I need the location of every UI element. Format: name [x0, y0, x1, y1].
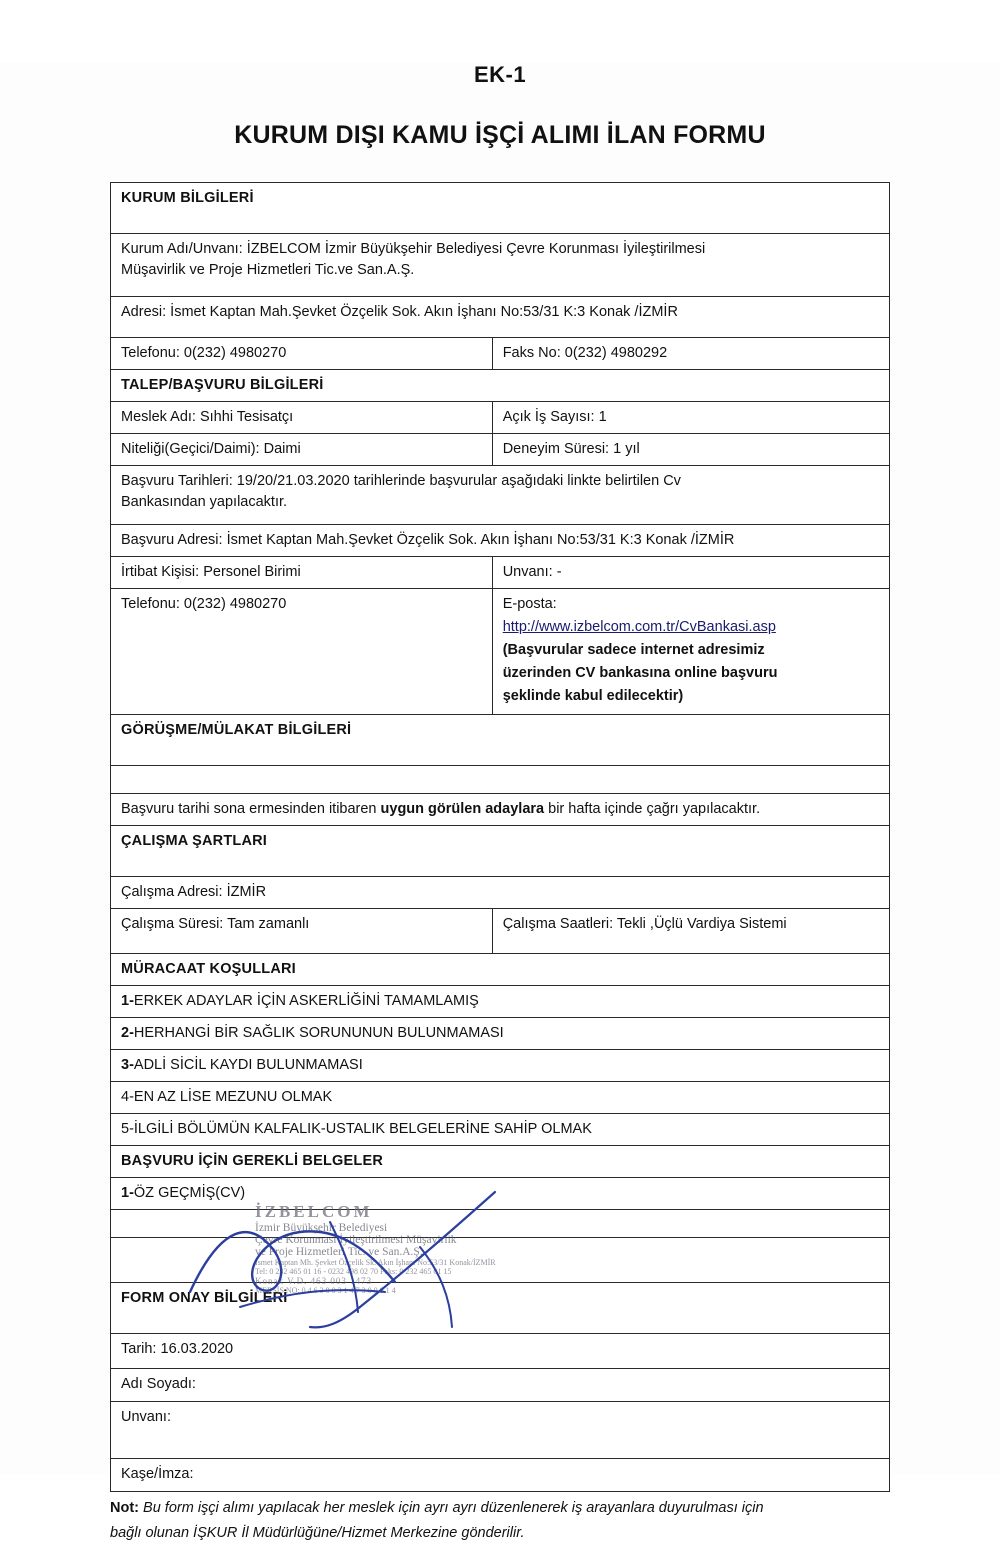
- work-address-value: İZMİR: [226, 884, 267, 901]
- institution-name-value-line2: Müşavirlik ve Proje Hizmetleri Tic.ve San.A.Ş.: [121, 262, 415, 279]
- institution-fax-value: 0(232) 4980292: [564, 345, 668, 361]
- table-row: [111, 402, 890, 434]
- application-address-label: Başvuru Adresi:: [121, 532, 223, 549]
- section-header-institution: KURUM BİLGİLERİ: [111, 183, 890, 234]
- table-row: [111, 297, 890, 338]
- condition-item: [111, 1082, 890, 1114]
- table-row: [111, 525, 890, 557]
- section-header-approval: FORM ONAY BİLGİLERİ: [111, 1283, 890, 1334]
- open-positions-cell: [492, 402, 889, 434]
- condition-text: HERHANGİ BİR SAĞLIK SORUNUNUN BULUNMAMASI: [133, 1025, 504, 1042]
- cv-bank-link[interactable]: http://www.izbelcom.com.tr/CvBankasi.asp: [502, 619, 776, 636]
- condition-text: EN AZ LİSE MEZUNU OLMAK: [133, 1089, 333, 1106]
- institution-address-cell: [111, 297, 890, 338]
- application-dates-value-line1: 19/20/21.03.2020 tarihlerinde başvurular aşağıdaki linkte belirtilen Cv: [236, 473, 681, 490]
- table-row: [111, 986, 890, 1018]
- section-row-approval: [111, 1283, 890, 1334]
- institution-name-cell: [111, 234, 890, 297]
- contact-phone-label: Telefonu:: [121, 596, 180, 613]
- approval-date-cell: [111, 1334, 890, 1369]
- experience-cell: [492, 434, 889, 466]
- section-header-documents: BAŞVURU İÇİN GEREKLİ BELGELER: [111, 1146, 890, 1178]
- stamp-company-name: İZBELCOM: [255, 1202, 373, 1221]
- email-cell: [492, 589, 889, 715]
- open-positions-label: Açık İş Sayısı:: [502, 409, 595, 426]
- institution-phone-cell: [111, 338, 493, 370]
- table-row: [111, 1082, 890, 1114]
- table-row: [111, 794, 890, 826]
- contact-phone-cell: [111, 589, 493, 715]
- table-row: [111, 557, 890, 589]
- email-note-line1: (Başvurular sadece internet adresimiz: [502, 642, 765, 659]
- stamp-line-3: Çevre Korunması İyileştirilmesi Müşavirlik: [255, 1234, 457, 1246]
- document-text: ÖZ GEÇMİŞ(CV): [133, 1185, 246, 1202]
- interview-text-part1: Başvuru tarihi sona ermesinden itibaren: [121, 801, 381, 818]
- work-address-cell: [111, 877, 890, 909]
- quality-cell: [111, 434, 493, 466]
- condition-text: İLGİLİ BÖLÜMÜN KALFALIK-USTALIK BELGELERİNE SAHİP OLMAK: [133, 1121, 592, 1138]
- email-label: E-posta:: [502, 596, 557, 613]
- table-row: [111, 589, 890, 715]
- section-row-documents: [111, 1146, 890, 1178]
- table-row: [111, 1018, 890, 1050]
- application-address-cell: [111, 525, 890, 557]
- institution-address-value: İsmet Kaptan Mah.Şevket Özçelik Sok. Akın İşhanı No:53/31 K:3 Konak /İZMİR: [170, 304, 678, 320]
- work-hours-cell: [492, 909, 889, 954]
- work-hours-value: Tekli ,Üçlü Vardiya Sistemi: [616, 916, 787, 933]
- approval-title-label: Unvanı:: [121, 1409, 171, 1426]
- approval-title-cell: [111, 1402, 890, 1459]
- document-item: [111, 1178, 890, 1210]
- table-row: [111, 909, 890, 954]
- documents-spacer-cell-2: [111, 1238, 890, 1283]
- open-positions-value: 1: [598, 409, 607, 426]
- condition-number: 5-: [121, 1121, 134, 1138]
- experience-label: Deneyim Süresi:: [502, 441, 610, 458]
- contact-person-cell: [111, 557, 493, 589]
- contact-person-label: İrtibat Kişisi:: [121, 564, 200, 581]
- quality-value: Daimi: [263, 441, 301, 458]
- table-row: [111, 1050, 890, 1082]
- institution-phone-value: 0(232) 4980270: [183, 345, 287, 361]
- contact-title-cell: [492, 557, 889, 589]
- stamp-line-8: MERSİS NO: 0 4 6 3 0 0 3 1 4 7 3 0 0 0 1 4: [255, 1286, 396, 1295]
- approval-stamp-cell: [111, 1459, 890, 1492]
- stamp-line-2: İzmir Büyükşehir Belediyesi: [255, 1222, 388, 1234]
- table-row: [111, 466, 890, 525]
- work-address-label: Çalışma Adresi:: [121, 884, 223, 901]
- application-address-value: İsmet Kaptan Mah.Şevket Özçelik Sok. Akın İşhanı No:53/31 K:3 Konak /İZMİR: [226, 532, 735, 549]
- interview-text-cell: [111, 794, 890, 826]
- footnote-label: Not:: [110, 1500, 139, 1517]
- stamp-line-4: ve Proje Hizmetleri Tic. ve San.A.Ş.: [255, 1246, 423, 1258]
- table-row: [111, 877, 890, 909]
- table-row: [111, 1114, 890, 1146]
- table-row: [111, 338, 890, 370]
- interview-text-part2: bir hafta içinde çağrı yapılacaktır.: [544, 801, 761, 818]
- condition-item: [111, 1018, 890, 1050]
- section-header-interview: GÖRÜŞME/MÜLAKAT BİLGİLERİ: [111, 715, 890, 766]
- stamp-line-5: İsmet Kaptan Mh. Şevket Özçelik Sk. Akın İşhanı No:53/31 Konak/İZMİR: [255, 1258, 496, 1267]
- work-duration-label: Çalışma Süresi:: [121, 916, 224, 933]
- document-number: 1-: [121, 1185, 134, 1202]
- interview-text-bold: uygun görülen adaylara: [380, 801, 545, 818]
- documents-spacer-cell-1: [111, 1210, 890, 1238]
- approval-name-cell: [111, 1369, 890, 1402]
- contact-phone-value: 0(232) 4980270: [183, 596, 287, 613]
- section-row-working: [111, 826, 890, 877]
- work-duration-value: Tam zamanlı: [227, 916, 310, 933]
- application-dates-label: Başvuru Tarihleri:: [121, 473, 233, 490]
- table-row: [111, 1178, 890, 1210]
- email-note-line2: üzerinden CV bankasına online başvuru: [502, 665, 778, 682]
- table-row: [111, 1210, 890, 1238]
- interview-spacer-cell: [111, 766, 890, 794]
- institution-name-label: Kurum Adı/Unvanı:: [121, 241, 243, 257]
- condition-number: 3-: [121, 1057, 134, 1074]
- work-duration-cell: [111, 909, 493, 954]
- footnote-line2: bağlı olunan İŞKUR İl Müdürlüğüne/Hizmet Merkezine gönderilir.: [110, 1524, 525, 1541]
- condition-item: [111, 1050, 890, 1082]
- section-header-request: TALEP/BAŞVURU BİLGİLERİ: [111, 370, 890, 402]
- condition-text: ADLİ SİCİL KAYDI BULUNMAMASI: [133, 1057, 363, 1074]
- page-title: KURUM DIŞI KAMU İŞÇİ ALIMI İLAN FORMU: [234, 121, 766, 149]
- section-row-interview: [111, 715, 890, 766]
- application-dates-cell: [111, 466, 890, 525]
- condition-number: 2-: [121, 1025, 134, 1042]
- table-row: [111, 1369, 890, 1402]
- section-row-request: [111, 370, 890, 402]
- job-name-value: Sıhhi Tesisatçı: [199, 409, 294, 426]
- condition-number: 1-: [121, 993, 134, 1010]
- contact-title-value: -: [556, 564, 562, 581]
- contact-title-label: Unvanı:: [502, 564, 553, 581]
- institution-name-value-line1: İZBELCOM İzmir Büyükşehir Belediyesi Çevre Korunması İyileştirilmesi: [246, 241, 706, 257]
- document-page: [0, 62, 1000, 1541]
- quality-label: Niteliği(Geçici/Daimi):: [121, 441, 260, 458]
- experience-value: 1 yıl: [613, 441, 640, 458]
- ilan-form-table: [110, 182, 890, 1492]
- condition-number: 4-: [121, 1089, 134, 1106]
- condition-item: [111, 1114, 890, 1146]
- work-hours-label: Çalışma Saatleri:: [502, 916, 614, 933]
- institution-phone-label: Telefonu:: [121, 345, 180, 361]
- institution-address-label: Adresi:: [121, 304, 167, 320]
- table-row: [111, 434, 890, 466]
- annex-label: EK-1: [473, 62, 527, 87]
- table-row: [111, 766, 890, 794]
- footnote-line1: Bu form işçi alımı yapılacak her meslek için ayrı ayrı düzenlenerek iş arayanlara duyurulması için: [139, 1500, 764, 1517]
- institution-fax-cell: [492, 338, 889, 370]
- condition-item: [111, 986, 890, 1018]
- section-header-working: ÇALIŞMA ŞARTLARI: [111, 826, 890, 877]
- approval-stamp-label: Kaşe/İmza:: [121, 1466, 194, 1483]
- stamp-line-7: Konak V.D. 463 003 1473: [255, 1276, 373, 1286]
- approval-date-label: Tarih:: [121, 1341, 157, 1358]
- section-header-conditions: MÜRACAAT KOŞULLARI: [111, 954, 890, 986]
- job-name-label: Meslek Adı:: [121, 409, 196, 426]
- institution-fax-label: Faks No:: [502, 345, 561, 361]
- application-dates-value-line2: Bankasından yapılacaktır.: [121, 494, 288, 511]
- condition-text: ERKEK ADAYLAR İÇİN ASKERLİĞİNİ TAMAMLAMIŞ: [133, 993, 479, 1010]
- contact-person-value: Personel Birimi: [203, 564, 301, 581]
- footnote: [110, 1496, 890, 1545]
- approval-name-label: Adı Soyadı:: [121, 1376, 196, 1393]
- section-row-institution: [111, 183, 890, 234]
- stamp-line-6: Tel: 0 232 465 01 16 - 0232 498 02 70 Faks: 0 232 465 01 15: [255, 1267, 452, 1276]
- email-note-line3: şeklinde kabul edilecektir): [502, 688, 684, 705]
- section-row-conditions: [111, 954, 890, 986]
- approval-date-value: 16.03.2020: [160, 1341, 234, 1358]
- table-row: [111, 1334, 890, 1369]
- table-row: [111, 1402, 890, 1459]
- table-row: [111, 1238, 890, 1283]
- table-row: [111, 234, 890, 297]
- job-name-cell: [111, 402, 493, 434]
- table-row: [111, 1459, 890, 1492]
